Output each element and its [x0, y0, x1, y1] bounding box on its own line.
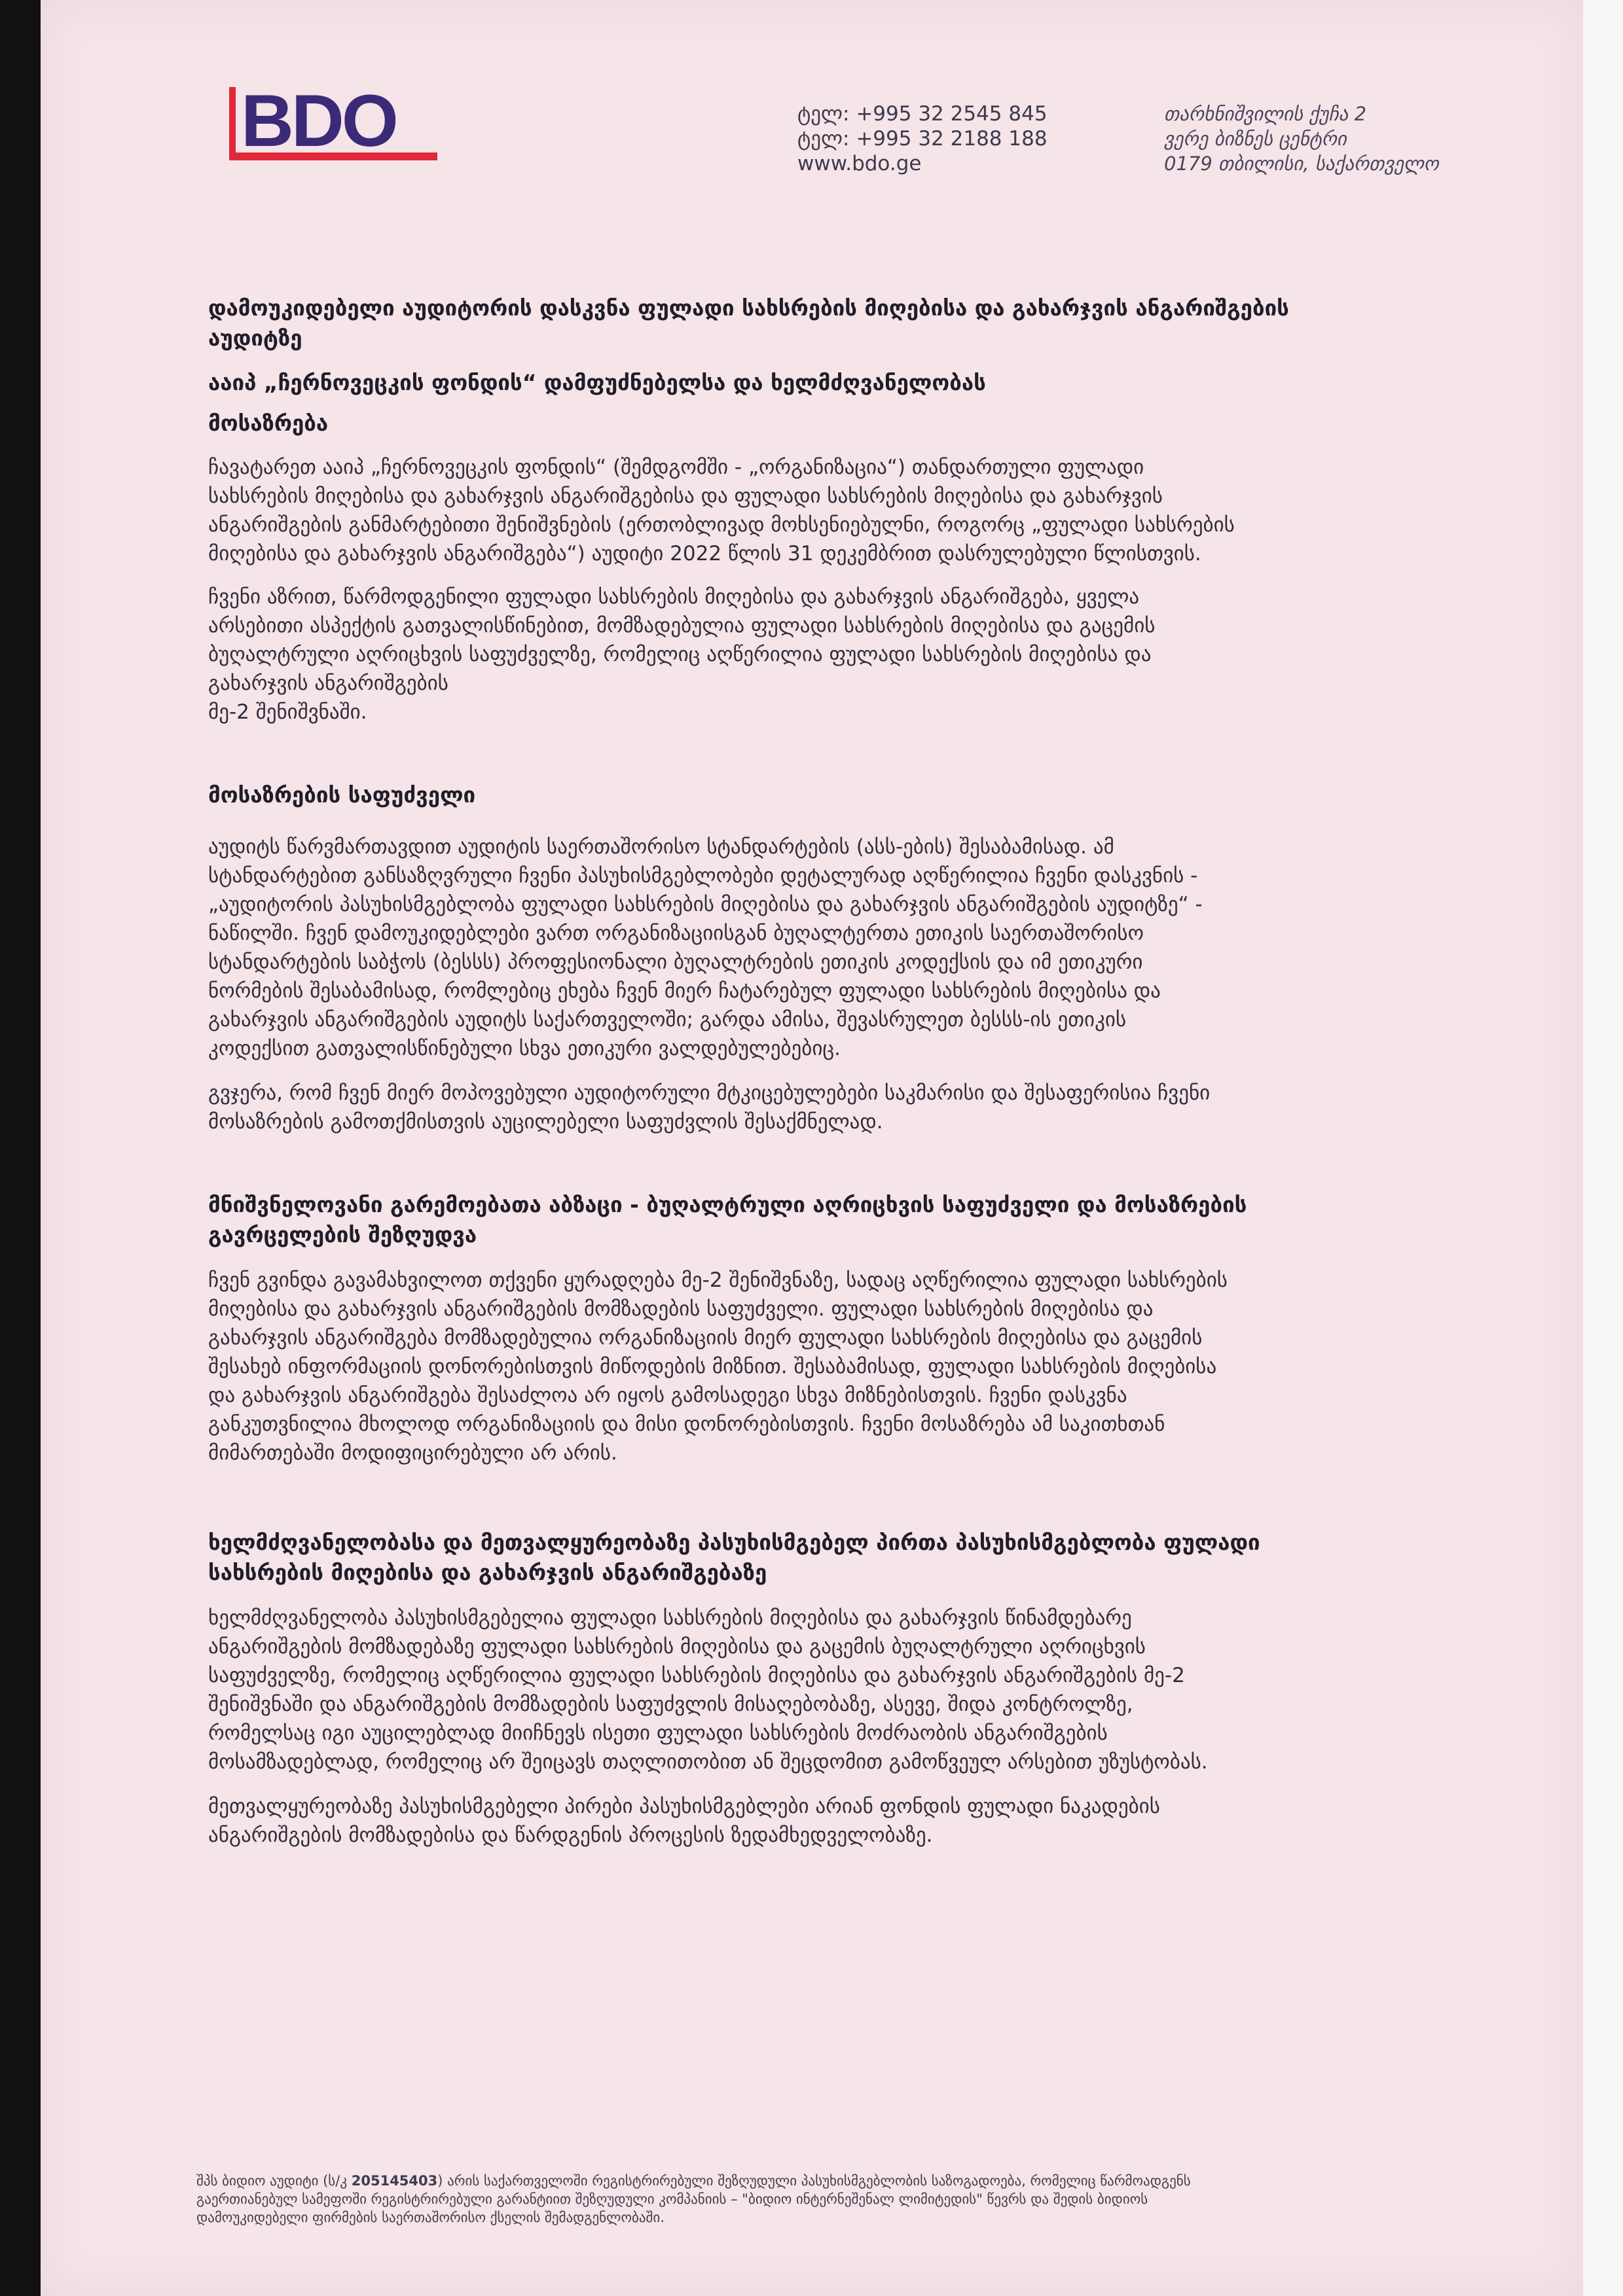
- text-line: მოსამზადებლად, რომელიც არ შეიცავს თაღლითობით ან შეცდომით გამოწვეულ არსებით უზუსტობას.: [208, 1750, 1208, 1774]
- text-line: მიღებისა და გახარჯვის ანგარიშგების მომზადების საფუძველი. ფულადი სახსრების მიღებისა და: [208, 1297, 1154, 1321]
- text-line: ნაწილში. ჩვენ დამოუკიდებლები ვართ ორგანიზაციისგან ბუღალტერთა ეთიკის საერთაშორისო: [208, 922, 1144, 945]
- text-line: რომელსაც იგი აუცილებლად მიიჩნევს ისეთი ფულადი სახსრების მოძრაობის ანგარიშგების: [208, 1721, 1108, 1745]
- responsibility-heading: [208, 1528, 1426, 1588]
- text-line: არსებითი ასპექტის გათვალისწინებით, მომზადებულია ფულადი სახსრების მიღებისა და გაცემის: [208, 614, 1156, 637]
- title-line: დამოუკიდებელი აუდიტორის დასკვნა ფულადი სახსრების მიღებისა და გახარჯვის ანგარიშგების: [208, 295, 1289, 321]
- report-body: [208, 293, 1426, 1850]
- footer-prefix: შპს ბიდიო აუდიტი (ს/კ: [196, 2173, 352, 2189]
- text-line: გახარჯვის ანგარიშგება მომზადებულია ორგანიზაციის მიერ ფულადი სახსრების მიღებისა და გაცემის: [208, 1326, 1203, 1350]
- text-line: მოსაზრების გამოთქმისთვის აუცილებელი საფუძვლის შესაქმნელად.: [208, 1110, 883, 1134]
- company-id: 205145403: [351, 2173, 438, 2189]
- phone-1: ტელ: +995 32 2545 845: [797, 102, 1048, 126]
- footer-line: გაერთიანებულ სამეფოში რეგისტრირებული გარანტიით შეზღუდული კომპანიის – "ბიდიო ინტერნეშენალ ლიმიტედის" წევრს და შედის ბიდიოს: [196, 2191, 1148, 2207]
- text-line: ჩვენი აზრით, წარმოდგენილი ფულადი სახსრების მიღებისა და გახარჯვის ანგარიშგება, ყველა: [208, 585, 1140, 609]
- address-line: ვერე ბიზნეს ცენტრი: [1164, 128, 1347, 150]
- address-block: [1164, 101, 1439, 176]
- text-line: საფუძველზე, რომელიც აღწერილია ფულადი სახსრების მიღებისა და გახარჯვის ანგარიშგების მე-2: [208, 1664, 1185, 1687]
- text-line: გვჯერა, რომ ჩვენ მიერ მოპოვებული აუდიტორული მტკიცებულებები საკმარისი და შესაფერისია ჩვენი: [208, 1081, 1211, 1105]
- emphasis-heading: [208, 1190, 1426, 1250]
- basis-paragraph-2: [208, 1079, 1426, 1136]
- footer-line: [196, 2172, 1309, 2190]
- basis-paragraph-1: [208, 833, 1426, 1063]
- heading-line: გავრცელების შეზღუდვა: [208, 1222, 477, 1247]
- phone-2: ტელ: +995 32 2188 188: [797, 127, 1048, 151]
- opinion-paragraph-1: [208, 453, 1426, 568]
- text-line: მიღებისა და გახარჯვის ანგარიშგება“) აუდიტი 2022 წლის 31 დეკემბრით დასრულებული წლისთვის.: [208, 542, 1201, 565]
- page-edge-shadow: [0, 0, 41, 2296]
- text-line: და გახარჯვის ანგარიშგება შესაძლოა არ იყოს გამოსადეგი სხვა მიზნებისთვის. ჩვენი დასკვნა: [208, 1384, 1127, 1407]
- text-line: სტანდარტების საბჭოს (ბესსს) პროფესიონალი ბუღალტრების ეთიკის კოდექსის და იმ ეთიკური: [208, 950, 1143, 974]
- text-line: გახარჯვის ანგარიშგების აუდიტს საქართველოში; გარდა ამისა, შევასრულეთ ბესსს-ის ეთიკის: [208, 1008, 1127, 1031]
- text-line: ანგარიშგების განმარტებითი შენიშვნების (ერთობლივად მოხსენიებულნი, როგორც „ფულადი სახსრების: [208, 513, 1235, 537]
- text-line: „აუდიტორის პასუხისმგებლობა ფულადი სახსრების მიღებისა და გახარჯვის ანგარიშგების აუდიტზე“ -: [208, 893, 1203, 916]
- footer-legal-note: [196, 2172, 1309, 2227]
- text-line: მე-2 შენიშვნაში.: [208, 700, 367, 724]
- text-line: განკუთვნილია მხოლოდ ორგანიზაციის და მისი დონორებისთვის. ჩვენი მოსაზრება ამ საკითხთან: [208, 1412, 1165, 1436]
- text-line: კოდექსით გათვალისწინებული სხვა ეთიკური ვალდებულებებიც.: [208, 1037, 841, 1060]
- heading-line: მნიშვნელოვანი გარემოებათა აბზაცი - ბუღალტრული აღრიცხვის საფუძველი და მოსაზრების: [208, 1192, 1247, 1217]
- text-line: გახარჯვის ანგარიშგების: [208, 672, 448, 695]
- text-line: აუდიტს წარვმართავდით აუდიტის საერთაშორისო სტანდარტების (ასს-ების) შესაბამისად. ამ: [208, 835, 1114, 859]
- text-line: ნორმების შესაბამისად, რომლებიც ეხება ჩვენ მიერ ჩატარებულ ფულადი სახსრების მიღებისა და: [208, 979, 1161, 1003]
- text-line: შესახებ ინფორმაციის დონორებისთვის მიწოდების მიზნით. შესაბამისად, ფულადი სახსრების მიღებისა: [208, 1355, 1217, 1378]
- page-margin: [1583, 0, 1623, 2296]
- contact-block: [797, 101, 1048, 176]
- heading-line: ხელმძღვანელობასა და მეთვალყურეობაზე პასუხისმგებელ პირთა პასუხისმგებლობა ფულადი: [208, 1530, 1260, 1555]
- text-line: სტანდარტებით განსაზღვრული ჩვენი პასუხისმგებლობები დეტალურად აღწერილია ჩვენი დასკვნის -: [208, 864, 1198, 888]
- text-line: ჩვენ გვინდა გავამახვილოთ თქვენი ყურადღება მე-2 შენიშვნაზე, სადაც აღწერილია ფულადი სახსრების: [208, 1268, 1228, 1292]
- text-line: მეთვალყურეობაზე პასუხისმგებელი პირები პასუხისმგებლები არიან ფონდის ფულადი ნაკადების: [208, 1795, 1160, 1818]
- opinion-paragraph-2: [208, 583, 1426, 726]
- responsibility-paragraph-2: [208, 1792, 1426, 1850]
- address-line: 0179 თბილისი, საქართველო: [1164, 152, 1439, 175]
- text-line: ხელმძღვანელობა პასუხისმგებელია ფულადი სახსრების მიღებისა და გახარჯვის წინამდებარე: [208, 1606, 1132, 1630]
- bdo-logo: [228, 82, 444, 173]
- basis-heading: მოსაზრების საფუძველი: [208, 782, 476, 808]
- emphasis-paragraph: [208, 1266, 1426, 1467]
- text-line: მიმართებაში მოდიფიცირებული არ არის.: [208, 1441, 617, 1465]
- heading-line: სახსრების მიღებისა და გახარჯვის ანგარიშგებაზე: [208, 1560, 767, 1585]
- footer-line: დამოუკიდებელი ფირმების საერთაშორისო ქსელის შემადგენლობაში.: [196, 2210, 665, 2225]
- text-line: ანგარიშგების მომზადებისა და წარდგენის პროცესის ზედამხედველობაზე.: [208, 1823, 933, 1847]
- address-line: თარხნიშვილის ქუჩა 2: [1164, 103, 1367, 125]
- logo-text: BDO: [241, 82, 396, 162]
- text-line: შენიშვნაში და ანგარიშგების მომზადების საფუძვლის მისაღებობაზე, ასევე, შიდა კონტროლზე,: [208, 1693, 1133, 1716]
- website-link[interactable]: www.bdo.ge: [797, 152, 922, 175]
- text-line: ბუღალტრული აღრიცხვის საფუძველზე, რომელიც აღწერილია ფულადი სახსრების მიღებისა და: [208, 643, 1152, 666]
- report-title: [208, 293, 1426, 353]
- footer-line-rest: ) არის საქართველოში რეგისტრირებული შეზღუდული პასუხისმგებლობის საზოგადოება, რომელიც წარმოადგენს: [437, 2173, 1191, 2189]
- opinion-heading: მოსაზრება: [208, 410, 329, 436]
- text-line: ჩავატარეთ ააიპ „ჩერნოვეცკის ფონდის“ (შემდგომში - „ორგანიზაცია“) თანდართული ფულადი: [208, 456, 1144, 479]
- addressee: ააიპ „ჩერნოვეცკის ფონდის“ დამფუძნებელსა და ხელმძღვანელობას: [208, 370, 986, 395]
- text-line: ანგარიშგების მომზადებაზე ფულადი სახსრების მიღებისა და გაცემის ბუღალტრული აღრიცხვის: [208, 1635, 1146, 1659]
- responsibility-paragraph-1: [208, 1604, 1426, 1776]
- title-line: აუდიტზე: [208, 325, 302, 351]
- text-line: სახსრების მიღებისა და გახარჯვის ანგარიშგებისა და ფულადი სახსრების მიღებისა და გახარჯვის: [208, 484, 1163, 508]
